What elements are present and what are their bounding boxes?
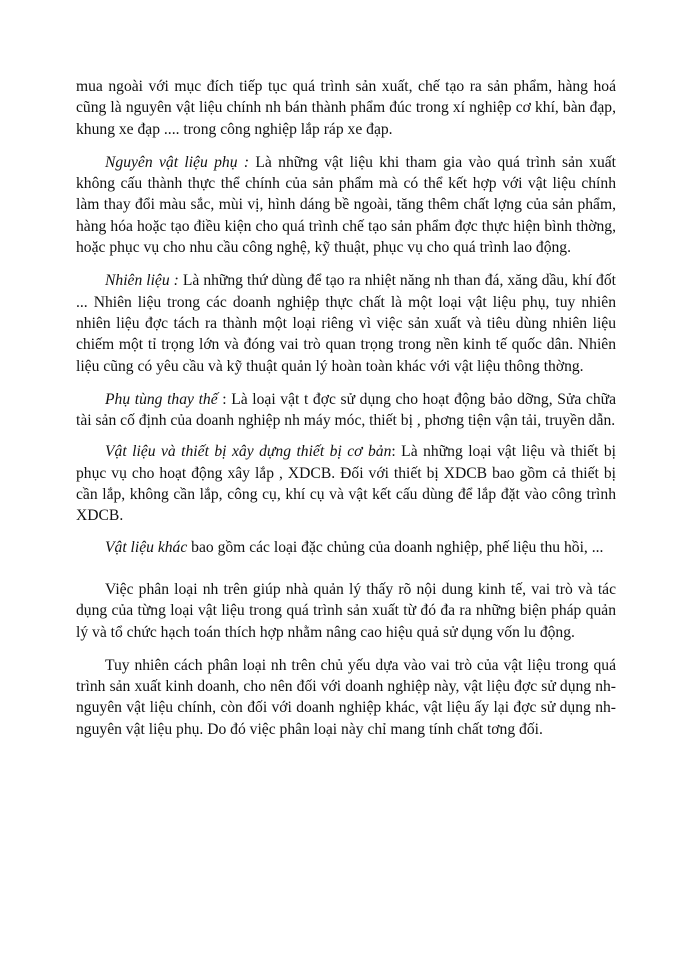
paragraph-other-materials: [76, 537, 616, 558]
term-spare-parts: Phụ tùng thay thế: [105, 390, 218, 408]
text-fuel: Là những thứ dùng để tạo ra nhiệt năng nh than đá, xăng dầu, khí đốt ... Nhiên liệu trong các doanh nghiệp thực chất là một loại vật liệu phụ, tuy nhiên nhiên liệu đợc tách ra thành một loại riêng vì việc sản xuất và tiêu dùng nhiên liệu chiếm một tỉ trọng lớn và đóng vai trò quan trọng trong nền kinh tế quốc dân. Nhiên liệu cũng có yêu cầu và kỹ thuật quản lý hoàn toàn khác với vật liệu thông thờng.: [76, 272, 616, 375]
text-other-materials: bao gồm các loại đặc chủng của doanh nghiệp, phế liệu thu hồi, ...: [187, 538, 604, 556]
paragraph-classification-purpose: Việc phân loại nh trên giúp nhà quản lý thấy rõ nội dung kinh tế, vai trò và tác dụng của từng loại vật liệu trong quá trình sản xuất từ đó đa ra những biện pháp quản lý và tổ chức hạch toán thích hợp nhằm nâng cao hiệu quả sử dụng vốn lu động.: [76, 580, 616, 641]
term-auxiliary-materials: Nguyên vật liệu phụ :: [105, 153, 250, 171]
text-auxiliary-materials: Là những vật liệu khi tham gia vào quá trình sản xuất không cấu thành thực thể chính của sản phẩm mà có thể kết hợp với vật liệu chính làm thay đổi màu sắc, mùi vị, hình dáng bề ngoài, tăng thêm chất lợng của sản phẩm, hàng hóa hoặc tạo điều kiện cho quá trình chế tạo sản phẩm đợc thực hiện bình thờng, hoặc phục vụ cho nhu cầu công nghệ, kỹ thuật, phục vụ cho quá trình lao động.: [76, 153, 616, 257]
term-fuel: Nhiên liệu :: [105, 272, 179, 290]
paragraph-construction-materials: [76, 441, 616, 526]
term-construction-materials: Vật liệu và thiết bị xây dựng thiết bị cơ bản: [105, 443, 392, 461]
paragraph-classification-limitation: Tuy nhiên cách phân loại nh trên chủ yếu dựa vào vai trò của vật liệu trong quá trình sản xuất kinh doanh, cho nên đối với doanh nghiệp này, vật liệu đợc sử dụng nh nguyên vật liệu chính, còn đối với doanh nghiệp khác, vật liệu ấy lại đợc sử dụng nh nguyên vật liệu phụ. Do đó việc phân loại này chỉ mang tính chất tơng đối.: [76, 656, 616, 738]
text-spare-parts: : Là loại vật t đợc sử dụng cho hoạt động bảo dỡng, Sửa chữa tài sản cố định của doanh nghiệp nh máy móc, thiết bị , phơng tiện vận tải, truyền dẫn.: [76, 390, 616, 430]
term-other-materials: Vật liệu khác: [105, 538, 188, 556]
text-construction-materials: : Là những loại vật liệu và thiết bị phục vụ cho hoạt động xây lắp , XDCB. Đối với thiết bị XDCB bao gồm cả thiết bị cần lắp, không cần lắp, công cụ, khí cụ và vật kết cấu dùng để lắp đặt vào công trình XDCB.: [76, 443, 616, 525]
paragraph-auxiliary-materials: [76, 152, 616, 258]
paragraph-fuel: [76, 270, 616, 376]
paragraph-continuation: mua ngoài với mục đích tiếp tục quá trình sản xuất, chế tạo ra sản phẩm, hàng hoá cũng là nguyên vật liệu chính nh bán thành phẩm đúc trong xí nghiệp cơ khí, bàn đạp, khung xe đạp .... trong công nghiệp lắp ráp xe đạp.: [76, 78, 616, 138]
paragraph-spare-parts: [76, 389, 616, 432]
